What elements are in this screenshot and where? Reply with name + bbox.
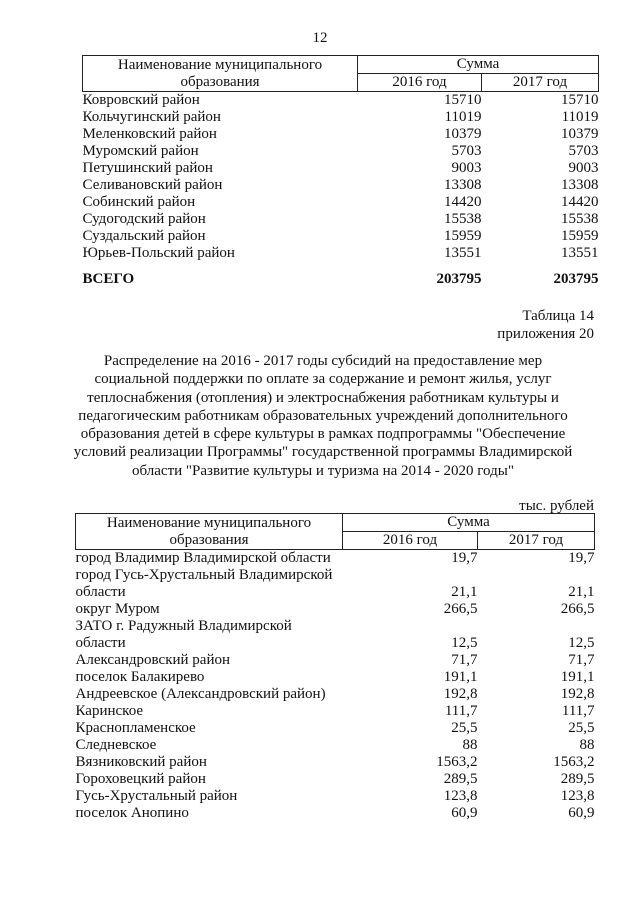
value-2017: 266,5	[560, 601, 595, 617]
value-2017: 289,5	[560, 771, 595, 787]
table-caption-appendix: приложения 20	[497, 326, 594, 342]
municipality-name: ЗАТО г. Радужный Владимирской	[75, 618, 292, 634]
municipality-name: Ковровский район	[82, 92, 200, 108]
table-row	[76, 652, 595, 669]
table-row	[83, 109, 599, 126]
value-2016: 13308	[444, 177, 482, 193]
municipality-name: Селивановский район	[82, 177, 223, 193]
table-row	[83, 245, 599, 262]
value-2017: 60,9	[568, 805, 595, 821]
column-header-name-line1: Наименование муниципального	[83, 56, 358, 74]
value-2016: 1563,2	[436, 754, 478, 770]
column-header-2017: 2017 год	[482, 74, 599, 92]
municipality-name: Краснопламенское	[75, 720, 196, 736]
table-row	[76, 618, 595, 635]
municipality-name: Муромский район	[82, 143, 199, 159]
value-2016: 289,5	[443, 771, 478, 787]
value-2017: 123,8	[560, 788, 595, 804]
value-2017: 19,7	[568, 550, 595, 566]
table-row	[76, 550, 595, 568]
column-header-name-line2: образования	[76, 532, 343, 550]
value-2016: 111,7	[444, 703, 478, 719]
table-caption-number: Таблица 14	[522, 308, 594, 324]
value-2016: 13551	[444, 245, 482, 261]
total-2017: 203795	[553, 271, 599, 287]
municipality-name: Меленковский район	[82, 126, 217, 142]
value-2017: 13551	[561, 245, 599, 261]
value-2017: 192,8	[560, 686, 595, 702]
municipality-name: поселок Анопино	[75, 805, 189, 821]
value-2016: 71,7	[451, 652, 478, 668]
value-2017: 25,5	[568, 720, 595, 736]
title-line: теплоснабжения (отопления) и электроснабжения работникам культуры и	[87, 389, 559, 406]
municipality-name: Кольчугинский район	[82, 109, 221, 125]
table-row	[83, 126, 599, 143]
value-2017: 14420	[561, 194, 599, 210]
municipality-name: Каринское	[75, 703, 144, 719]
table-row	[76, 686, 595, 703]
value-2016: 123,8	[443, 788, 478, 804]
table-row	[83, 160, 599, 177]
column-header-name-line2: образования	[83, 74, 358, 92]
table-row	[76, 669, 595, 686]
value-2017: 191,1	[560, 669, 595, 685]
value-2016: 15959	[444, 228, 482, 244]
value-2017: 12,5	[568, 635, 595, 651]
municipality-name: Суздальский район	[82, 228, 206, 244]
value-2016: 19,7	[451, 550, 478, 566]
table-row	[76, 737, 595, 754]
municipal-subsidy-table-1	[82, 55, 599, 288]
value-2017	[478, 567, 595, 584]
total-row	[83, 271, 599, 288]
table-row	[76, 771, 595, 788]
value-2017: 13308	[561, 177, 599, 193]
table-row	[76, 720, 595, 737]
total-label: ВСЕГО	[82, 271, 135, 287]
table-row	[83, 143, 599, 160]
value-2017: 9003	[568, 160, 599, 176]
municipality-name: Петушинский район	[82, 160, 213, 176]
total-2016: 203795	[436, 271, 482, 287]
column-header-2016: 2016 год	[358, 74, 482, 92]
table-row	[76, 601, 595, 618]
value-2017: 10379	[561, 126, 599, 142]
value-2016: 14420	[444, 194, 482, 210]
value-2017: 15538	[561, 211, 599, 227]
value-2017: 21,1	[568, 584, 595, 600]
value-2016: 25,5	[451, 720, 478, 736]
value-2016: 192,8	[443, 686, 478, 702]
municipality-name: Судогодский район	[82, 211, 206, 227]
value-2016: 10379	[444, 126, 482, 142]
value-2016: 12,5	[451, 635, 478, 651]
value-2017: 88	[579, 737, 595, 753]
value-2017: 71,7	[568, 652, 595, 668]
municipality-name: Собинский район	[82, 194, 196, 210]
municipality-name: области	[75, 584, 126, 600]
value-2017	[478, 618, 595, 635]
municipality-name: город Гусь-Хрустальный Владимирской	[75, 567, 333, 583]
value-2017: 15710	[561, 92, 599, 108]
municipality-name: Андреевское (Александровский район)	[75, 686, 326, 702]
value-2016	[343, 567, 478, 584]
value-2017: 1563,2	[553, 754, 595, 770]
value-2016: 15710	[444, 92, 482, 108]
table-row	[76, 635, 595, 652]
table-row	[83, 194, 599, 211]
municipality-name: город Владимир Владимирской области	[75, 550, 331, 566]
value-2016: 15538	[444, 211, 482, 227]
title-line: области "Развитие культуры и туризма на 2014 - 2020 годы"	[132, 462, 514, 479]
column-header-sum: Сумма	[343, 514, 595, 532]
value-2016: 88	[462, 737, 478, 753]
units-label: тыс. рублей	[519, 498, 594, 514]
value-2016: 266,5	[443, 601, 478, 617]
column-header-2016: 2016 год	[343, 532, 478, 550]
value-2016: 11019	[444, 109, 482, 125]
title-line: педагогическим работникам образовательных учреждений дополнительного	[78, 407, 568, 424]
table-row	[83, 211, 599, 228]
column-header-2017: 2017 год	[478, 532, 595, 550]
title-line: социальной поддержки по оплате за содержание и ремонт жилья, услуг	[94, 371, 552, 388]
municipality-name: Следневское	[75, 737, 157, 753]
municipality-name: Гороховецкий район	[75, 771, 206, 787]
table-row	[83, 177, 599, 194]
table-1-body	[83, 92, 599, 289]
table-row	[76, 805, 595, 822]
column-header-sum: Сумма	[358, 56, 599, 74]
municipal-subsidy-table-2	[75, 513, 595, 822]
value-2016: 60,9	[451, 805, 478, 821]
value-2016: 5703	[451, 143, 482, 159]
table-row	[76, 584, 595, 601]
table-row	[76, 703, 595, 720]
title-line: условий реализации Программы" государственной программы Владимирской	[73, 444, 573, 461]
municipality-name: Александровский район	[75, 652, 231, 668]
table-2-body	[76, 550, 595, 823]
municipality-name: Гусь-Хрустальный район	[75, 788, 238, 804]
table-title	[60, 352, 586, 480]
title-line: образования детей в сфере культуры в рамках подпрограммы "Обеспечение	[80, 426, 566, 443]
table-row	[76, 788, 595, 805]
table-row	[83, 92, 599, 110]
value-2016: 9003	[451, 160, 482, 176]
municipality-name: округ Муром	[75, 601, 160, 617]
table-row	[76, 754, 595, 771]
value-2016	[343, 618, 478, 635]
page-number: 12	[312, 30, 328, 46]
value-2017: 111,7	[561, 703, 595, 719]
table-row	[76, 567, 595, 584]
column-header-name-line1: Наименование муниципального	[76, 514, 343, 532]
value-2016: 21,1	[451, 584, 478, 600]
value-2017: 5703	[568, 143, 599, 159]
title-line: Распределение на 2016 - 2017 годы субсидий на предоставление мер	[103, 353, 543, 369]
municipality-name: Вязниковский район	[75, 754, 207, 770]
municipality-name: Юрьев-Польский район	[82, 245, 235, 261]
table-row	[83, 228, 599, 245]
value-2017: 15959	[561, 228, 599, 244]
municipality-name: поселок Балакирево	[75, 669, 205, 685]
spacer-row	[83, 262, 599, 271]
value-2016: 191,1	[443, 669, 478, 685]
municipality-name: области	[75, 635, 126, 651]
value-2017: 11019	[561, 109, 599, 125]
